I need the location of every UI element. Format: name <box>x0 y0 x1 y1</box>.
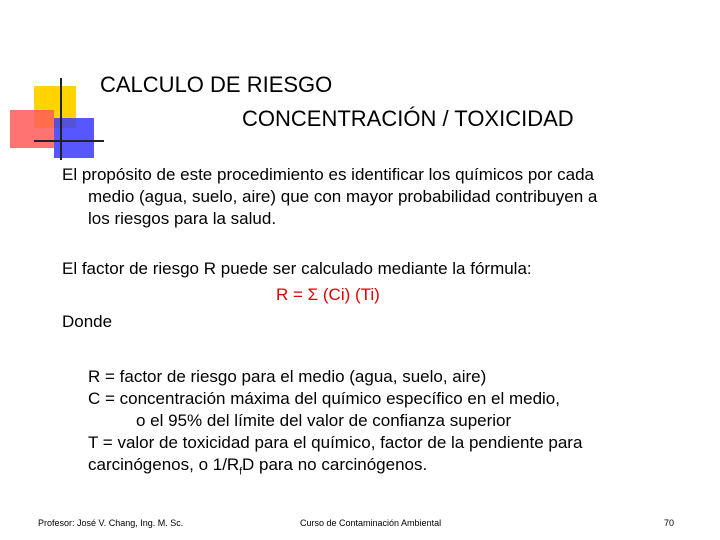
definition-t-subscript: f <box>239 466 242 478</box>
slide-title-line2: CONCENTRACIÓN / TOXICIDAD <box>242 106 574 131</box>
slide-logo-graphic <box>0 0 110 165</box>
paragraph-purpose-line2: medio (agua, suelo, aire) que con mayor probabilidad contribuyen a <box>88 187 598 206</box>
definition-t-line1: T = valor de toxicidad para el químico, factor de la pendiente para <box>88 433 583 452</box>
donde-label: Donde <box>62 312 113 331</box>
footer-page-number: 70 <box>664 518 675 528</box>
horizontal-line <box>34 140 104 142</box>
paragraph-purpose-line3: los riesgos para la salud. <box>88 209 277 228</box>
definition-c-line2: o el 95% del límite del valor de confianza superior <box>136 411 512 430</box>
definitions-list <box>88 366 708 483</box>
risk-formula: R = Σ (Ci) (Ti) <box>276 285 380 304</box>
vertical-line <box>60 78 62 160</box>
footer-professor: Profesor: José V. Chang, Ing. M. Sc. <box>38 518 184 528</box>
slide-title-line1: CALCULO DE RIESGO <box>100 72 333 97</box>
definition-t-line2 <box>88 454 708 483</box>
definition-r: R = factor de riesgo para el medio (agua, suelo, aire) <box>88 367 487 386</box>
definition-t-line2-a: carcinógenos, o 1/R <box>88 455 240 474</box>
definition-c-line1: C = concentración máxima del químico específico en el medio, <box>88 389 560 408</box>
footer-course: Curso de Contaminación Ambiental <box>300 518 442 528</box>
red-square <box>10 110 54 148</box>
paragraph-formula-intro: El factor de riesgo R puede ser calculado mediante la fórmula: <box>62 259 532 278</box>
definition-t-line2-b: D para no carcinógenos. <box>241 455 428 474</box>
paragraph-purpose <box>62 164 702 230</box>
paragraph-purpose-line1: El propósito de este procedimiento es identificar los químicos por cada <box>62 165 595 184</box>
